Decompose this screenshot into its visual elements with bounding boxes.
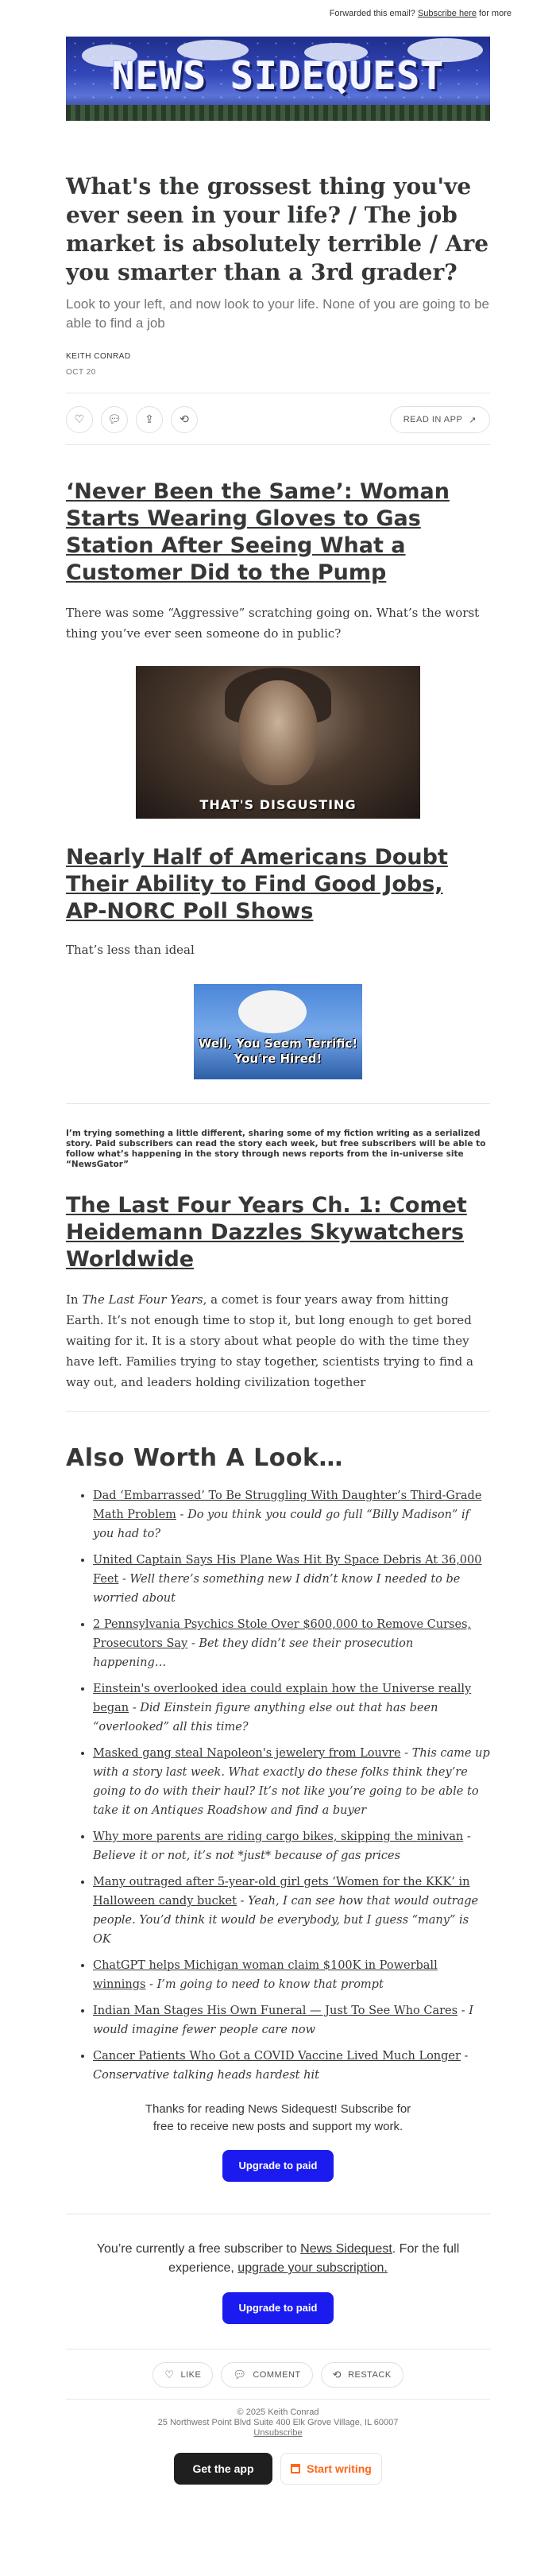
list-item-link[interactable]: ChatGPT helps Michigan woman claim $100K in Powerball winnings: [93, 1959, 438, 1991]
publication-link[interactable]: News Sidequest: [300, 2242, 392, 2256]
upgrade-to-paid-button-2[interactable]: Upgrade to paid: [222, 2292, 334, 2324]
list-item-link[interactable]: Many outraged after 5-year-old girl gets ‘Women for the KKK’ in Halloween candy bucket: [93, 1876, 470, 1908]
post-title[interactable]: What's the grossest thing you've ever seen in your life? / The job market is absolutely terrible / Are you smarter than a 3rd grader?: [66, 173, 489, 285]
also-worth-a-look-list: [66, 1486, 490, 2085]
read-in-app-button[interactable]: READ IN APP ↗: [390, 406, 490, 433]
heart-icon: ♡: [164, 2369, 175, 2381]
mailing-address: 25 Northwest Point Blvd Suite 400 Elk Grove Village, IL 60007: [157, 2418, 399, 2427]
youre-hired-gif: [194, 984, 362, 1079]
list-item: • Many outraged after 5-year-old girl gets ‘Women for the KKK’ in Halloween candy bucket - Yeah, I can see how that would outrage people. You’d think it would be everybody, but I guess “many” is OK: [93, 1873, 490, 1949]
list-item: • United Captain Says His Plane Was Hit By Space Debris At 36,000 Feet - Well there’s something new I didn’t know I needed to be worried about: [93, 1551, 490, 1608]
fiction-body: In The Last Four Years, a comet is four years away from hitting Earth. It’s not enough time to stop it, but long enough to get bored waiting for it. It is a story about what people do with the time they have left. Families trying to stay together, scientists trying to find a way out, and leaders holding civilization together: [66, 1292, 473, 1389]
list-item-link[interactable]: 2 Pennsylvania Psychics Stole Over $600,000 to Remove Curses, Prosecutors Say: [93, 1618, 472, 1650]
list-item-link[interactable]: Einstein's overlooked idea could explain how the Universe really began: [93, 1683, 472, 1714]
heart-icon[interactable]: ♡: [66, 406, 93, 433]
list-item-link[interactable]: United Captain Says His Plane Was Hit By Space Debris At 36,000 Feet: [93, 1554, 482, 1586]
fiction-note: I’m trying something a little different, sharing some of my fiction writing as a serialized story. Paid subscribers can read the story each week, but free subscribers will be able to follow what’s happening in the story through news reports from the in-universe site “NewsGator”: [66, 1129, 486, 1169]
restack-button[interactable]: ⟲ RESTACK: [321, 2362, 403, 2388]
also-worth-a-look-heading: Also Worth A Look…: [66, 1444, 343, 1472]
forward-bar: [0, 0, 556, 37]
subscribe-here-link[interactable]: Subscribe here: [417, 9, 477, 18]
story-1-body: There was some “Aggressive” scratching going on. What’s the worst thing you’ve ever seen someone do in public?: [66, 606, 480, 641]
upgrade-subscription-link[interactable]: upgrade your subscription.: [237, 2261, 388, 2275]
disgusting-gif: [136, 666, 420, 819]
list-item: • Why more parents are riding cargo bikes, skipping the minivan - Believe it or not, it’s not *just* because of gas prices: [93, 1827, 490, 1865]
comment-button[interactable]: 💬︎ COMMENT: [221, 2362, 312, 2388]
list-item: • Dad ‘Embarrassed’ To Be Struggling With Daughter’s Third-Grade Math Problem - Do you think you could go full “Billy Madison” if you had to?: [93, 1486, 490, 1544]
list-item: • Masked gang steal Napoleon's jewelery from Louvre - This came up with a story last week. What exactly do these folks think they’re going to do with their haul? It’s not like you’re going to be able to take it on Antiques Roadshow and find a buyer: [93, 1744, 490, 1820]
thanks-message: Thanks for reading News Sidequest! Subscribe for free to receive new posts and support my work.: [145, 2102, 411, 2133]
list-item-link[interactable]: Dad ‘Embarrassed’ To Be Struggling With Daughter’s Third-Grade Math Problem: [93, 1489, 482, 1521]
restack-icon[interactable]: ⟲: [171, 406, 198, 433]
publication-banner[interactable]: [66, 37, 490, 121]
gif-caption: Well, You Seem Terrific! You're Hired!: [198, 1036, 358, 1066]
list-item: • Cancer Patients Who Got a COVID Vaccine Lived Much Longer - Conservative talking heads hardest hit: [93, 2047, 490, 2085]
fiction-headline-link[interactable]: The Last Four Years Ch. 1: Comet Heidemann Dazzles Skywatchers Worldwide: [66, 1193, 467, 1272]
author-name[interactable]: KEITH CONRAD: [66, 352, 131, 361]
arrow-up-right-icon: ↗: [469, 414, 477, 425]
gif-caption: THAT'S DISGUSTING: [199, 797, 357, 812]
story-2-body: That’s less than ideal: [66, 943, 195, 957]
divider: [66, 2399, 490, 2400]
upgrade-to-paid-button[interactable]: Upgrade to paid: [222, 2150, 334, 2182]
forward-notice: Forwarded this email? Subscribe here for more: [329, 9, 512, 18]
divider: [66, 1411, 490, 1412]
engagement-bar: [66, 2362, 490, 2388]
get-the-app-button[interactable]: Get the app: [174, 2453, 272, 2485]
share-icon[interactable]: ⇪: [136, 406, 163, 433]
app-buttons: [66, 2453, 490, 2485]
start-writing-button[interactable]: Start writing: [280, 2453, 382, 2485]
list-item: • Einstein's overlooked idea could explain how the Universe really began - Did Einstein figure anything else out that has been “overlooked” all this time?: [93, 1679, 490, 1737]
list-item: • 2 Pennsylvania Psychics Stole Over $600,000 to Remove Curses, Prosecutors Say - Bet they didn’t see their prosecution happening…: [93, 1615, 490, 1672]
list-item-link[interactable]: Why more parents are riding cargo bikes, skipping the minivan: [93, 1830, 464, 1843]
list-item: • ChatGPT helps Michigan woman claim $100K in Powerball winnings - I’m going to need to know that prompt: [93, 1956, 490, 1994]
post-date: OCT 20: [66, 368, 96, 377]
substack-logo-icon: [291, 2464, 300, 2473]
unsubscribe-link[interactable]: Unsubscribe: [253, 2428, 303, 2438]
list-item-link[interactable]: Masked gang steal Napoleon's jewelery from Louvre: [93, 1747, 401, 1760]
comment-icon[interactable]: 💬︎: [101, 406, 128, 433]
story-2-headline-link[interactable]: Nearly Half of Americans Doubt Their Ability to Find Good Jobs, AP-NORC Poll Shows: [66, 845, 448, 924]
post-subtitle: Look to your left, and now look to your life. None of you are going to be able to find a job: [66, 296, 490, 331]
footer: [66, 2407, 490, 2438]
free-subscriber-notice: You’re currently a free subscriber to News Sidequest. For the full experience, upgrade your subscription.: [96, 2242, 460, 2275]
copyright: © 2025 Keith Conrad: [237, 2407, 319, 2417]
restack-icon: ⟲: [332, 2369, 342, 2381]
divider: [66, 1103, 490, 1104]
story-1-headline-link[interactable]: ‘Never Been the Same’: Woman Starts Wearing Gloves to Gas Station After Seeing What a Customer Did to the Pump: [66, 479, 450, 585]
like-button[interactable]: ♡ LIKE: [153, 2362, 213, 2388]
post-action-bar: [66, 393, 490, 445]
list-item-link[interactable]: Indian Man Stages His Own Funeral — Just To See Who Cares: [93, 2005, 458, 2017]
list-item: • Indian Man Stages His Own Funeral — Just To See Who Cares - I would imagine fewer people care now: [93, 2001, 490, 2039]
banner-wordmark: NEWS SIDEQUEST: [111, 54, 445, 99]
list-item-link[interactable]: Cancer Patients Who Got a COVID Vaccine Lived Much Longer: [93, 2050, 461, 2063]
comment-icon: 💬︎: [233, 2369, 247, 2381]
